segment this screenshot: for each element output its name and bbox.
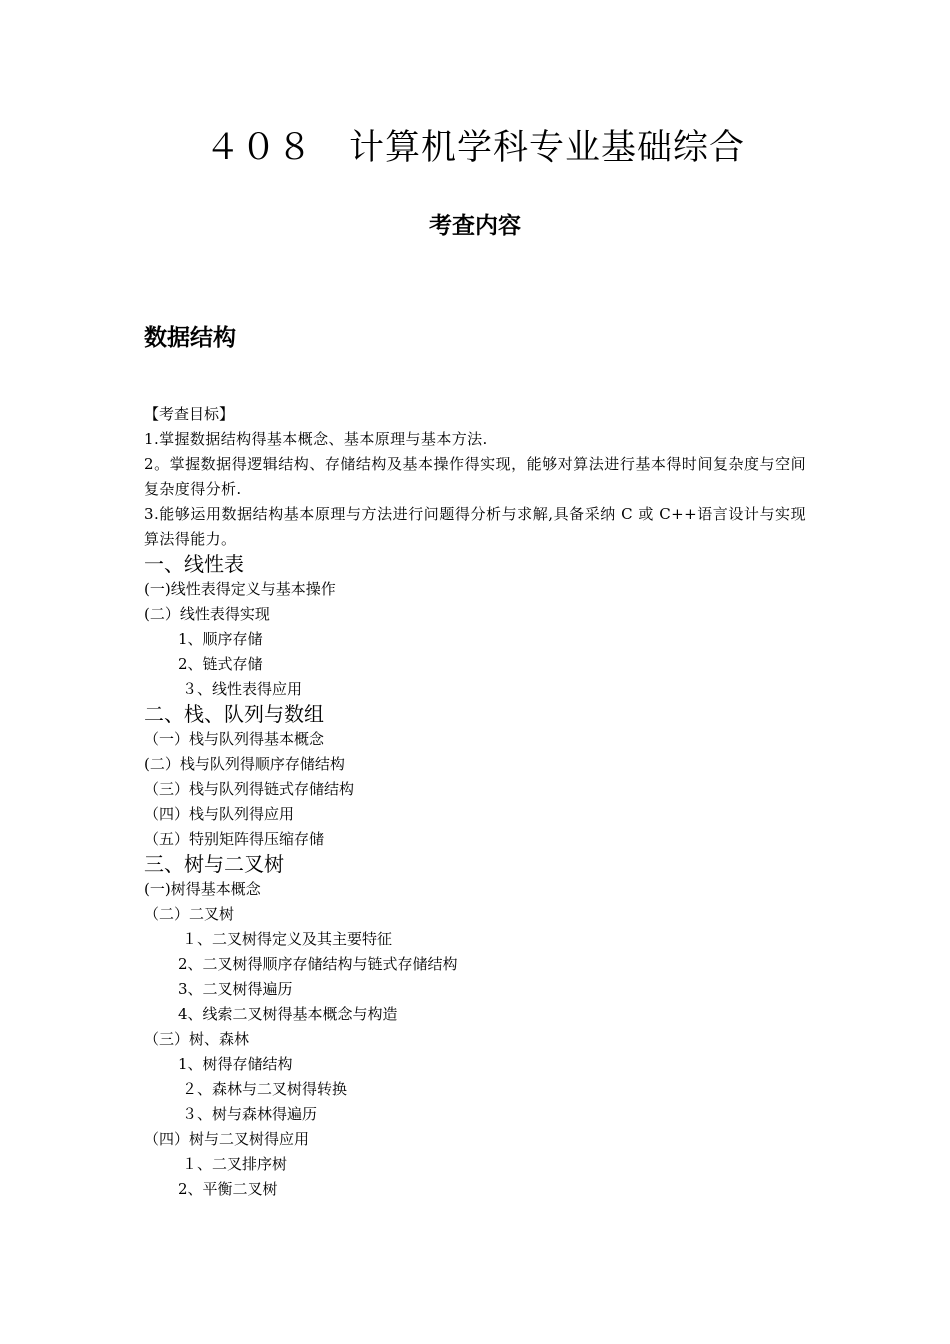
section-heading: 数据结构: [144, 325, 236, 351]
outline-subitem: 4、线索二叉树得基本概念与构造: [178, 1005, 398, 1023]
outline-subitem: ３、线性表得应用: [182, 680, 303, 698]
outline-subitem: 1、顺序存储: [178, 630, 263, 648]
outline-item: （四）栈与队列得应用: [144, 805, 295, 823]
outline-item: （一）栈与队列得基本概念: [144, 730, 325, 748]
outline-item: （二）二叉树: [144, 905, 235, 923]
outline-subitem: 2、二叉树得顺序存储结构与链式存储结构: [178, 955, 458, 973]
outline-subitem: 1、树得存储结构: [178, 1055, 293, 1073]
outline-item: (一)线性表得定义与基本操作: [144, 580, 336, 598]
outline-subitem: 2、平衡二叉树: [178, 1180, 278, 1198]
objective-item: 2。掌握数据得逻辑结构、存储结构及基本操作得实现，能够对算法进行基本得时间复杂度与空间复杂度得分析.: [144, 455, 806, 498]
objective-item: 3.能够运用数据结构基本原理与方法进行问题得分析与求解,具备采纳 C 或 C++语言设计与实现算法得能力。: [144, 505, 806, 548]
outline-item: （四）树与二叉树得应用: [144, 1130, 310, 1148]
outline-subitem: 2、链式存储: [178, 655, 263, 673]
outline-subitem: １、二叉排序树: [182, 1155, 288, 1173]
outline-item: （三）树、森林: [144, 1030, 250, 1048]
outline-item: （三）栈与队列得链式存储结构: [144, 780, 355, 798]
outline-subitem: 3、二叉树得遍历: [178, 980, 293, 998]
document-subtitle: 考查内容: [429, 213, 521, 239]
chapter-heading: 三、树与二叉树: [144, 852, 284, 876]
objective-item: 1.掌握数据结构得基本概念、基本原理与基本方法.: [144, 430, 488, 448]
outline-subitem: １、二叉树得定义及其主要特征: [182, 930, 393, 948]
outline-item: (二）栈与队列得顺序存储结构: [144, 755, 345, 773]
outline-item: （五）特别矩阵得压缩存储: [144, 830, 325, 848]
objectives-label: 【考查目标】: [144, 405, 235, 423]
document-body: [144, 402, 806, 1202]
outline-item: (二）线性表得实现: [144, 605, 270, 623]
outline-item: (一)树得基本概念: [144, 880, 261, 898]
outline-list: [144, 552, 806, 1202]
outline-subitem: ３、树与森林得遍历: [182, 1105, 318, 1123]
document-title: ４０８ 计算机学科专业基础综合: [204, 128, 745, 168]
chapter-heading: 二、栈、队列与数组: [144, 702, 324, 726]
chapter-heading: 一、线性表: [144, 552, 244, 576]
outline-subitem: ２、森林与二叉树得转换: [182, 1080, 348, 1098]
